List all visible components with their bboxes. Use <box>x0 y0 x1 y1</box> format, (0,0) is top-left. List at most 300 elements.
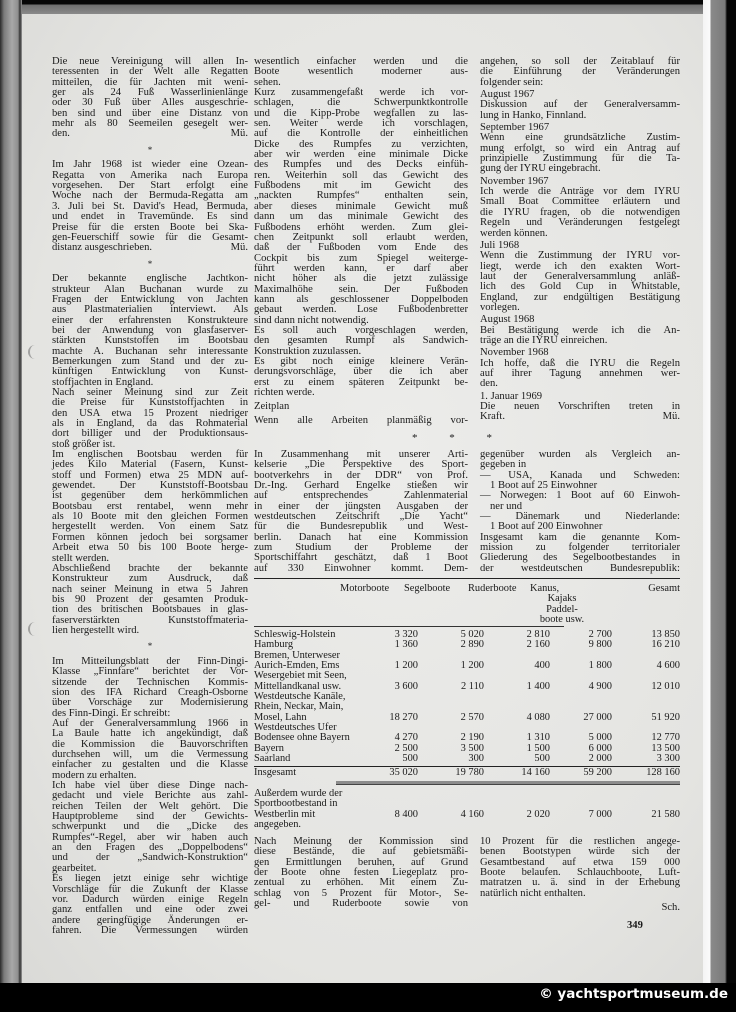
text-line <box>480 412 680 422</box>
paragraph <box>480 348 680 389</box>
text-line: westdeutschen Zeitschrift „Die Yacht“ <box>254 511 468 523</box>
table-cell-value: 1 500 <box>526 742 550 754</box>
text-line: mitteilen, die für Jachten mit weni- <box>52 76 248 88</box>
text-line: aber wir werden eine minimale Dicke <box>254 149 468 161</box>
paragraph <box>480 123 680 175</box>
table-cell-value: 8 400 <box>394 808 418 820</box>
text-line: den. <box>480 378 498 390</box>
text-line: matratzen u. ä. sind in der Erhebung <box>480 877 680 889</box>
scan-left-edge <box>0 0 22 983</box>
table-cell-value: 18 270 <box>389 711 418 723</box>
column-right-end <box>480 837 680 913</box>
text-line: andere geringfügige Änderungen er- <box>52 914 248 926</box>
text-line: gearbeitet. <box>52 862 97 874</box>
text-line: teressenten in der Welt alle Regatten <box>52 66 248 78</box>
text-line: kelserie „Die Perspektive des Sport- <box>254 459 468 471</box>
text-line: vorgesehen. Der Start erfolgt eine <box>52 180 248 192</box>
table-cell-value: 2 190 <box>460 732 484 744</box>
table-cell-value: 2 500 <box>394 742 418 754</box>
date-heading: Juli 1968 <box>480 239 520 251</box>
text-line: einfacher zu gestalten und die Klasse <box>52 759 248 771</box>
text-line: auf die Kontrolle der einheitlichen <box>254 128 468 140</box>
text-line: träge an die IYRU einreichen. <box>480 334 608 346</box>
text-line: liegt, werde ich den exakten Wort- <box>480 260 680 272</box>
row-label-line: Außerdem wurde der <box>254 787 343 799</box>
table-cell-value: 4 080 <box>526 711 550 723</box>
text-line: die Kommission die Bauvorschriften <box>52 738 248 750</box>
text-line: die Preise für Kunststoffjachten in <box>52 397 248 409</box>
author-signature: Mü. <box>230 242 248 254</box>
text-line: sehen. <box>254 76 281 88</box>
text-line: Abschließend brachte der bekannte <box>52 562 248 574</box>
text-line: stärkten Kunststoffen im Bootsbau <box>52 335 248 347</box>
paragraph <box>480 90 680 121</box>
text-line: kann als geschlossener Doppelboden <box>254 293 468 305</box>
column-middle-top <box>254 57 468 426</box>
column-middle-bottom <box>254 450 468 574</box>
row-label-line: Sportbootbestand in <box>254 798 338 810</box>
text-line: hergestellt werden. Von einem Satz <box>52 521 248 533</box>
text-line: des Finn-Dingi. Er schreibt: <box>52 707 171 719</box>
separator-asterisk: * <box>449 432 455 444</box>
paragraph <box>52 274 248 388</box>
text-line: jedes Kilo Material (Fasern, Kunst- <box>52 459 248 471</box>
row-label <box>254 789 364 830</box>
column-right-bottom <box>480 450 680 574</box>
table-header <box>254 579 680 627</box>
paragraph <box>254 357 468 398</box>
text-line: gegeben in <box>480 459 527 471</box>
row-label <box>254 754 364 764</box>
text-line: Es gibt noch einige kleinere Verän- <box>254 355 468 367</box>
text-line: natürlich nicht enthalten. <box>480 887 586 899</box>
text-line: die IYRU fragen, ob die notwendigen <box>480 206 680 218</box>
table-row <box>254 744 680 754</box>
text-line: Im englischen Bootsbau werden für <box>52 449 248 461</box>
row-label-line: Bodensee ohne Bayern <box>254 732 350 744</box>
text-line: Rumpfes“-Regel, aber wir haben auch <box>52 831 248 843</box>
table-cell-value: 51 920 <box>651 711 680 723</box>
text-line: Diskussion auf der Generalversamm- <box>480 99 680 111</box>
text-line-content: distanz ausgeschrieben. <box>52 242 153 254</box>
separator-asterisk: * <box>486 432 492 444</box>
text-line: der Boote ohne festen Liegeplatz pro- <box>254 867 468 879</box>
row-label <box>254 651 364 672</box>
text-line: gewendet. Der Kunststoff-Bootsbau <box>52 480 248 492</box>
paragraph <box>52 874 248 936</box>
text-line: derungsvorschläge, über die ich aber <box>254 366 468 378</box>
table-cell-value: 2 570 <box>460 711 484 723</box>
text-line: sion des IFA Richard Creagh-Osborne <box>52 686 248 698</box>
text-line: vorlegen. <box>480 301 520 313</box>
text-line: des Rumpfes und des Decks einfüh- <box>254 159 468 171</box>
text-line: Fußbodens erhöht werden. Zum glei- <box>254 221 468 233</box>
text-line: strukteur Alan Buchanan wurde zu <box>52 283 248 295</box>
binding-hole-mark <box>28 345 42 359</box>
table-cell-value: 1 800 <box>588 660 612 672</box>
row-label <box>254 723 364 744</box>
date-heading: August 1967 <box>480 89 535 101</box>
text-line: modern zu erhalten. <box>52 769 137 781</box>
column-left <box>52 57 248 936</box>
table-cell-value: 400 <box>534 660 550 672</box>
separator-asterisk: * <box>147 144 153 155</box>
text-line-content: Kraft. <box>480 411 505 423</box>
paragraph <box>52 388 248 450</box>
paragraph <box>52 450 248 564</box>
text-line: Cockpit bis zum Spiegel weiterge- <box>254 252 468 264</box>
text-line: faserverstärkten Kunststoffmateria- <box>52 614 248 626</box>
text-line: „nackten Rumpfes“ enthalten sein, <box>254 190 468 202</box>
table-cell-value: 1 360 <box>394 639 418 651</box>
text-line: und endet in Travemünde. Es sind <box>52 211 248 223</box>
row-label-line: Aurich-Emden, Ems <box>254 660 340 672</box>
text-line: Dr.-Ing. Gerhard Engelke stießen wir <box>254 480 468 492</box>
table-cell-value: 4 600 <box>656 660 680 672</box>
text-line: lung in Hanko, Finnland. <box>480 109 587 121</box>
text-line: an den Fragen des „Doppelbodens“ <box>52 842 248 854</box>
text-line: Regatta von Amerika nach Europa <box>52 169 248 181</box>
text-line: Fragen der Entwicklung von Jachten <box>52 293 248 305</box>
text-line: Die neuen Vorschriften treten in <box>480 401 680 412</box>
text-line: Insgesamt kam die genannte Kom- <box>480 531 680 543</box>
text-line: stoffjachten in England. <box>52 376 154 388</box>
text-line: gel- und Ruderboote sowie von <box>254 898 468 910</box>
text-line: in einer der jüngsten Ausgaben der <box>254 500 468 512</box>
text-line: Bei Bestätigung werde ich die An- <box>480 324 680 336</box>
separator-asterisk: * <box>147 258 153 269</box>
table-cell-value: 19 780 <box>455 767 484 779</box>
text-line: gung der IYRU eingebracht. <box>480 163 601 175</box>
text-line: schlagen, die Schwerpunktkontrolle <box>254 97 468 109</box>
paragraph <box>254 88 468 326</box>
text-line: In Zusammenhang mit unserer Arti- <box>254 449 468 460</box>
text-line: machte A. Buchanan sehr interessante <box>52 345 248 357</box>
text-line: Boote wesentlich moderner aus- <box>254 66 468 78</box>
column-header-motorboote: Motorboote <box>340 583 390 594</box>
text-line: diese Bestände, die auf gebietsmäßi- <box>254 846 468 858</box>
text-line: Konstrukteur zum Ausdruck, daß <box>52 573 248 585</box>
text-line: Ich werde die Anträge vor dem IYRU <box>480 186 680 198</box>
text-line: stoß größer ist. <box>52 438 116 450</box>
text-line: ren. Weiterhin soll das Gewicht des <box>254 169 468 181</box>
paragraph <box>52 57 248 140</box>
paragraph <box>480 392 680 423</box>
table-cell-value: 27 000 <box>583 711 612 723</box>
table-cell-value: 13 850 <box>651 629 680 640</box>
row-label <box>254 671 364 692</box>
text-line: bei der Anwendung von glasfaserver- <box>52 324 248 336</box>
text-line: aber dieses minimale Gewicht muß <box>254 200 468 212</box>
table-row-westberlin <box>254 789 680 830</box>
scan-right-edge <box>703 0 736 983</box>
text-line: Vorschläge für die Zukunft der Klasse <box>52 883 248 895</box>
text-line: chen Zeitpunkt soll erlaubt werden, <box>254 231 468 243</box>
text-line: und der „Sandwich-Konstruktion“ <box>52 852 248 864</box>
row-label-line: Schleswig-Holstein <box>254 629 336 640</box>
author-signature: Mü. <box>662 411 680 423</box>
text-line: gegenüber wurden als Vergleich an- <box>480 449 680 460</box>
text-line: gebaut werden. Lose Fußbodenbretter <box>254 304 468 316</box>
paragraph <box>480 315 680 346</box>
table-cell-value: 1 200 <box>394 660 418 672</box>
separator-asterisk: * <box>147 641 153 652</box>
binding-hole-mark <box>28 622 42 636</box>
paragraph <box>480 533 680 574</box>
text-line: den gesamten Rumpf als Sandwich- <box>254 335 468 347</box>
text-line: Es liegen jetzt einige sehr wichtige <box>52 873 248 885</box>
text-line: zentual zu erhöhen. Mit einem Zu- <box>254 877 468 889</box>
row-label-line: Bremen, Unterweser <box>254 649 340 661</box>
total-double-rule <box>336 781 680 785</box>
column-header-gesamt: Gesamt <box>648 583 680 594</box>
text-line: 1 Boot auf 25 Einwohner <box>490 480 598 492</box>
text-line: reichen Teilen der Welt gehört. Die <box>52 800 248 812</box>
text-line: ben sind und über eine Distanz von <box>52 107 248 119</box>
table-cell-value: 1 310 <box>526 732 550 744</box>
text-line: angehen, so soll der Zeitablauf für <box>480 56 680 67</box>
header-line: Kajaks <box>547 593 577 605</box>
text-line: Bemerkungen zum Stand und der zu- <box>52 355 248 367</box>
text-line: Der bekannte englische Jachtkon- <box>52 273 248 285</box>
row-label <box>254 692 364 723</box>
text-line: künftigen Entwicklung von Kunst- <box>52 366 248 378</box>
column-header-kanus <box>530 584 594 625</box>
date-heading: November 1967 <box>480 175 549 187</box>
column-header-segelboote: Segelboote <box>404 583 451 594</box>
text-line: gedacht und viele Berichte aus zahl- <box>52 790 248 802</box>
table-cell-value: 500 <box>402 753 418 765</box>
text-line: Im Jahr 1968 ist wieder eine Ozean- <box>52 159 248 171</box>
text-line: auf 330 Einwohner kommt. Dem- <box>254 562 468 574</box>
text-line: — Norwegen: 1 Boot auf 60 Einwoh- <box>480 490 680 502</box>
text-line: prinzipielle Zustimmung für die Ta- <box>480 153 680 165</box>
date-heading: September 1967 <box>480 122 550 134</box>
text-line: dort billiger und der Produktionsaus- <box>52 428 248 440</box>
text-line-content: den. <box>52 128 70 140</box>
table-row <box>254 754 680 764</box>
text-line: sitzende der Technischen Kommis- <box>52 676 248 688</box>
table-cell-value: 7 000 <box>588 808 612 820</box>
text-line: aus Plastmaterialien interviewt. Als <box>52 304 248 316</box>
table-cell-value: 5 000 <box>588 732 612 744</box>
table-cell-value: 3 600 <box>394 680 418 692</box>
table-cell-value: 4 270 <box>394 732 418 744</box>
paragraph <box>480 837 680 899</box>
table-row <box>254 692 680 723</box>
text-line: die Einführung der Veränderungen <box>480 66 680 78</box>
list-item <box>480 471 680 492</box>
text-line: daß der Fußboden vom Ende des <box>254 242 468 254</box>
text-line: tion des britischen Bootsbaues in glas- <box>52 604 248 616</box>
text-line: wesentlich einfacher werden und die <box>254 56 468 67</box>
text-line: für die Bundesrepublik und West- <box>254 521 468 533</box>
author-signature: Mü. <box>230 128 248 140</box>
text-line: benen Bootstypen würde sich der <box>480 846 680 858</box>
paragraph <box>480 241 680 313</box>
table-cell-value: 2 110 <box>461 680 484 692</box>
text-line: Woche nach der Bermuda-Regatta am <box>52 190 248 202</box>
text-line: Wenn alle Arbeiten planmäßig vor- <box>254 414 468 426</box>
text-line <box>52 243 248 253</box>
table-cell-value: 2 160 <box>526 639 550 651</box>
text-line: Bootsbau erst rentabel, wenn mehr <box>52 500 248 512</box>
row-label-line: Mittellandkanal usw. <box>254 680 342 692</box>
text-line: Gesamtbestand auf etwa 159 000 <box>480 856 680 868</box>
table-cell-value: 300 <box>468 753 484 765</box>
table-body <box>254 627 680 830</box>
text-line: schlag von 5 Prozent für Motor-, Se- <box>254 887 468 899</box>
row-label-line: Mosel, Lahn <box>254 711 307 723</box>
row-label-line: Westdeutsches Ufer <box>254 722 337 734</box>
text-line: laut der Generalversammlung anläß- <box>480 270 680 282</box>
paragraph <box>254 450 468 574</box>
text-line: Ich habe viel über diese Dinge nach- <box>52 780 248 792</box>
list-item <box>480 512 680 533</box>
text-line: folgender sein: <box>480 76 544 88</box>
table-cell-value: 13 500 <box>651 742 680 754</box>
row-label-line: Rhein, Neckar, Main, <box>254 701 344 713</box>
text-line: schwerpunkt und die „Dicke des <box>52 821 248 833</box>
row-label-line: Saarland <box>254 753 291 765</box>
page-number: 349 <box>627 920 643 931</box>
table-cell-value: 4 160 <box>460 808 484 820</box>
table-cell-value: 1 200 <box>460 660 484 672</box>
text-line: lien hergestellt wird. <box>52 624 140 636</box>
text-line <box>52 129 248 139</box>
text-line: Im Mitteilungsblatt der Finn-Dingi- <box>52 655 248 667</box>
paragraph <box>480 450 680 471</box>
text-line: der westdeutschen Bundesrepublik: <box>480 562 680 574</box>
text-line: stellt werden. <box>52 552 110 564</box>
text-line: mission zu folgender territorialer <box>480 542 680 554</box>
text-line: lich des Gold Cup in Whitstable, <box>480 281 680 293</box>
table-row <box>254 651 680 672</box>
text-line: Hauptprobleme sind der Gewichts- <box>52 811 248 823</box>
date-heading: November 1968 <box>480 347 549 359</box>
text-line: erst zu einem späteren Zeitpunkt be- <box>254 376 468 388</box>
paragraph <box>52 657 248 719</box>
text-line: Boote belaufen. Schlauchboote, Luft- <box>480 867 680 879</box>
text-line: — USA, Kanada und Schweden: <box>480 469 680 481</box>
text-line: Wenn eine grundsätzliche Zustim- <box>480 132 680 144</box>
table-cell-value: 1 400 <box>526 680 550 692</box>
text-line: sen. Weiter werde ich vorschlagen, <box>254 118 468 130</box>
row-label-line: Bayern <box>254 742 285 754</box>
text-line: Klasse „Finnfare“ berichtet der Vor- <box>52 666 248 678</box>
text-line: ist gegenüber dem herkömmlichen <box>52 490 248 502</box>
text-line: Wenn die Zustimmung der IYRU vor- <box>480 250 680 262</box>
row-label-line: Westdeutsche Kanäle, <box>254 691 346 703</box>
paragraph <box>52 160 248 253</box>
header-line: boote usw. <box>539 614 585 626</box>
text-line: auf entsprechendes Zahlenmaterial <box>254 490 468 502</box>
text-line: nach seiner Meinung in etwa 5 Jahren <box>52 583 248 595</box>
text-line: Nach seiner Meinung sind zur Zeit <box>52 387 248 398</box>
text-line: auf ihrer Tagung annehmen wer- <box>480 367 680 379</box>
text-line: Small Boat Committee erläutern und <box>480 196 680 208</box>
text-line: und die Kipp-Probe wegfallen zu las- <box>254 107 468 119</box>
table-cell-value: 9 800 <box>588 639 612 651</box>
text-line: Konstruktion zuzulassen. <box>254 345 362 357</box>
paragraph <box>52 564 248 636</box>
date-heading: August 1968 <box>480 314 535 326</box>
text-line: sind dann nicht notwendig. <box>254 314 369 326</box>
copyright-watermark: © yachtsportmuseum.de <box>539 986 728 1002</box>
text-line: ganz entfallen und eine oder zwei <box>52 904 248 916</box>
text-line: oder 30 Fuß über Alles ausgeschrie- <box>52 97 248 109</box>
table-total-row <box>254 766 680 778</box>
text-line: Sportschiffahrt geschätzt, daß 1 Boot <box>254 552 468 564</box>
table-cell-value: 5 020 <box>460 629 484 640</box>
text-line: Arbeit etwa 50 bis 100 Boote herge- <box>52 542 248 554</box>
text-line: mehr als 80 Seemeilen gesegelt wer- <box>52 118 248 130</box>
table-cell-value: 14 160 <box>521 767 550 779</box>
paragraph <box>52 781 248 874</box>
text-line: führt werden kann, er darf aber <box>254 262 468 274</box>
paragraph <box>254 416 468 426</box>
header-line: Kanus, <box>530 583 560 594</box>
text-line: berlin. Danach hat eine Kommission <box>254 531 468 543</box>
table-cell-value: 3 300 <box>656 753 680 765</box>
header-rule <box>254 626 564 627</box>
text-line: mung erfolgt, so wird ein Antrag auf <box>480 142 680 154</box>
table-cell-value: 2 020 <box>526 808 550 820</box>
text-line: Fußbodens mit im Gewicht des <box>254 180 468 192</box>
text-line: werden können. <box>480 227 548 239</box>
row-label-line: Hamburg <box>254 639 294 651</box>
table-cell-value: 12 770 <box>651 732 680 744</box>
table-cell-value: 16 210 <box>651 639 680 651</box>
text-line: Ich hoffe, daß die IYRU die Regeln <box>480 357 680 369</box>
column-header-ruderboote: Ruderboote <box>468 583 517 594</box>
table-cell-value: 2 000 <box>588 753 612 765</box>
text-line: ner und <box>490 500 523 512</box>
text-line: den USA etwa 15 Prozent niedriger <box>52 407 248 419</box>
text-line: gen-Feuerschiff sowie für die Gesamt- <box>52 231 248 243</box>
text-line: nicht höher als die jetzt zulässige <box>254 273 468 285</box>
text-line: 10 Prozent für die restlichen angege- <box>480 836 680 847</box>
text-line: gen Ermittlungen beruhen, auf Grund <box>254 856 468 868</box>
column-middle-end <box>254 837 468 909</box>
text-line: 1 Boot auf 200 Einwohner <box>490 521 603 533</box>
table-cell-value: 2 700 <box>588 629 612 640</box>
row-label-line: Westberlin mit <box>254 808 316 820</box>
text-line: als in England, da das Rohmaterial <box>52 418 248 430</box>
table-cell-value: 59 200 <box>583 767 612 779</box>
text-line: als 10 Boote mit den gleichen Formen <box>52 511 248 523</box>
text-line: Es soll auch vorgeschlagen werden, <box>254 324 468 336</box>
paragraph <box>254 326 468 357</box>
paragraph <box>254 57 468 88</box>
table-row <box>254 723 680 744</box>
table-cell-value: 500 <box>534 753 550 765</box>
paragraph <box>480 57 680 88</box>
text-line: über Vorschäge zur Modernisierung <box>52 697 248 709</box>
table-cell-value: 3 500 <box>460 742 484 754</box>
text-line: Kurz zusammengefaßt werde ich vor- <box>254 87 468 99</box>
table-cell-value: 12 010 <box>651 680 680 692</box>
table-cell-value: 128 160 <box>646 767 680 779</box>
date-heading: 1. Januar 1969 <box>480 390 543 402</box>
text-line: Auf der Generalversammlung 1966 in <box>52 718 248 729</box>
text-line: zum Studium der Probleme der <box>254 542 468 554</box>
section-separator <box>412 432 492 444</box>
text-line: Die neue Vereinigung will allen In- <box>52 56 248 67</box>
text-line: stoff und Formen) etwa 25 MDN auf- <box>52 469 248 481</box>
paragraph <box>52 719 248 781</box>
list-item <box>480 491 680 512</box>
